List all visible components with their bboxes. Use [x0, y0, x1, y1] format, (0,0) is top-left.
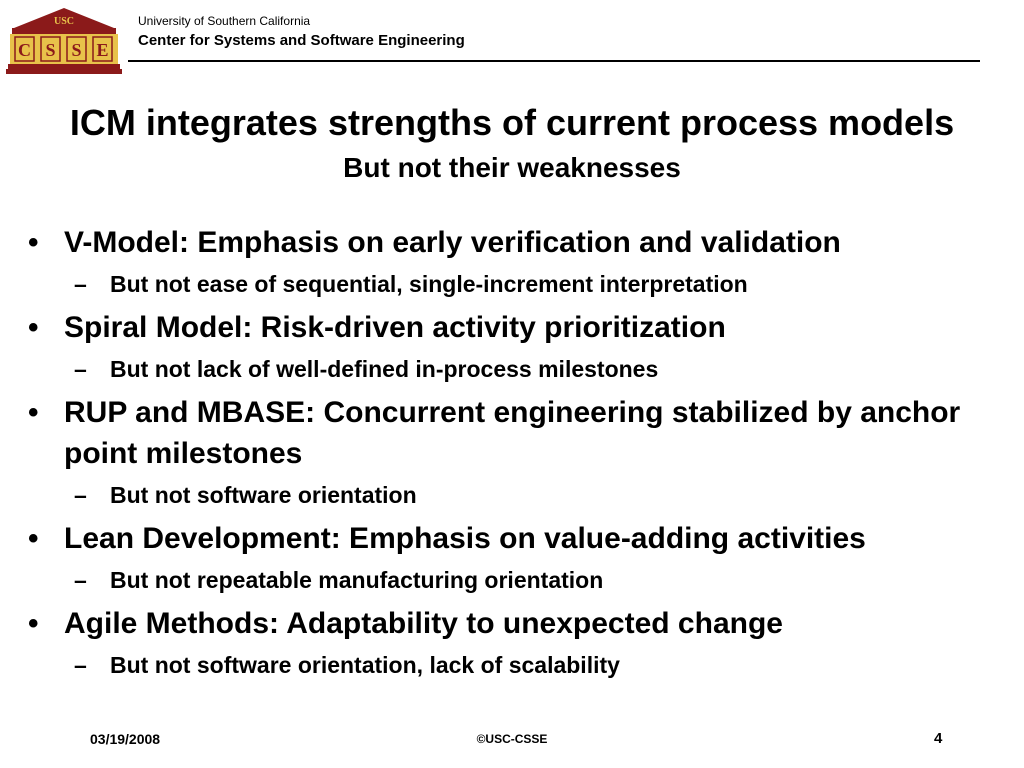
page-number: 4: [934, 730, 943, 747]
footer-copyright: ©USC-CSSE: [476, 732, 548, 746]
bullet-mark: •: [28, 311, 39, 344]
dash-mark: –: [74, 652, 87, 678]
bullet-mark: •: [28, 522, 39, 555]
sub-bullet-item: [64, 267, 984, 301]
sub-bullet-item: [64, 563, 984, 597]
sub-bullet-list: [64, 352, 984, 386]
sub-bullet-item: [64, 478, 984, 512]
bullet-text: RUP and MBASE: Concurrent engineering stabilized by anchor point milestones: [64, 396, 961, 470]
bullet-mark: •: [28, 607, 39, 640]
dash-mark: –: [74, 356, 87, 382]
footer-date: 03/19/2008: [90, 731, 161, 747]
sub-bullet-item: [64, 648, 984, 682]
center-name: Center for Systems and Software Engineering: [138, 32, 465, 49]
sub-bullet-text: But not repeatable manufacturing orientation: [110, 567, 604, 593]
slide-title: ICM integrates strengths of current process models: [69, 102, 955, 143]
sub-bullet-list: [64, 478, 984, 512]
sub-bullet-list: [64, 648, 984, 682]
bullet-text: V-Model: Emphasis on early verification and validation: [64, 226, 841, 259]
sub-bullet-text: But not software orientation: [110, 482, 417, 508]
logo-letter-4: E: [96, 40, 109, 60]
bullet-item: [24, 392, 984, 512]
sub-bullet-list: [64, 563, 984, 597]
slide-subtitle: But not their weaknesses: [343, 152, 681, 183]
bullet-text: Lean Development: Emphasis on value-adding activities: [64, 522, 866, 555]
university-name: University of Southern California: [138, 14, 311, 28]
logo-letter-1: C: [18, 40, 31, 60]
bullet-mark: •: [28, 396, 39, 429]
usc-csse-logo: [6, 6, 122, 76]
sub-bullet-text: But not ease of sequential, single-increment interpretation: [110, 271, 748, 297]
dash-mark: –: [74, 482, 87, 508]
logo-letter-2: S: [45, 40, 56, 60]
bullet-text: Agile Methods: Adaptability to unexpected change: [64, 607, 783, 640]
org-header: [138, 14, 465, 52]
dash-mark: –: [74, 567, 87, 593]
sub-bullet-item: [64, 352, 984, 386]
header-divider: [128, 60, 980, 62]
logo-usc-text: USC: [53, 16, 75, 27]
logo-letter-3: S: [71, 40, 82, 60]
bullet-item: [24, 307, 984, 386]
sub-bullet-text: But not lack of well-defined in-process milestones: [110, 356, 659, 382]
dash-mark: –: [74, 271, 87, 297]
bullet-mark: •: [28, 226, 39, 259]
bullet-item: [24, 603, 984, 682]
bullet-item: [24, 518, 984, 597]
sub-bullet-list: [64, 267, 984, 301]
bullet-item: [24, 222, 984, 301]
sub-bullet-text: But not software orientation, lack of scalability: [110, 652, 620, 678]
bullet-text: Spiral Model: Risk-driven activity prioritization: [64, 311, 726, 344]
bullet-list: [24, 222, 984, 682]
